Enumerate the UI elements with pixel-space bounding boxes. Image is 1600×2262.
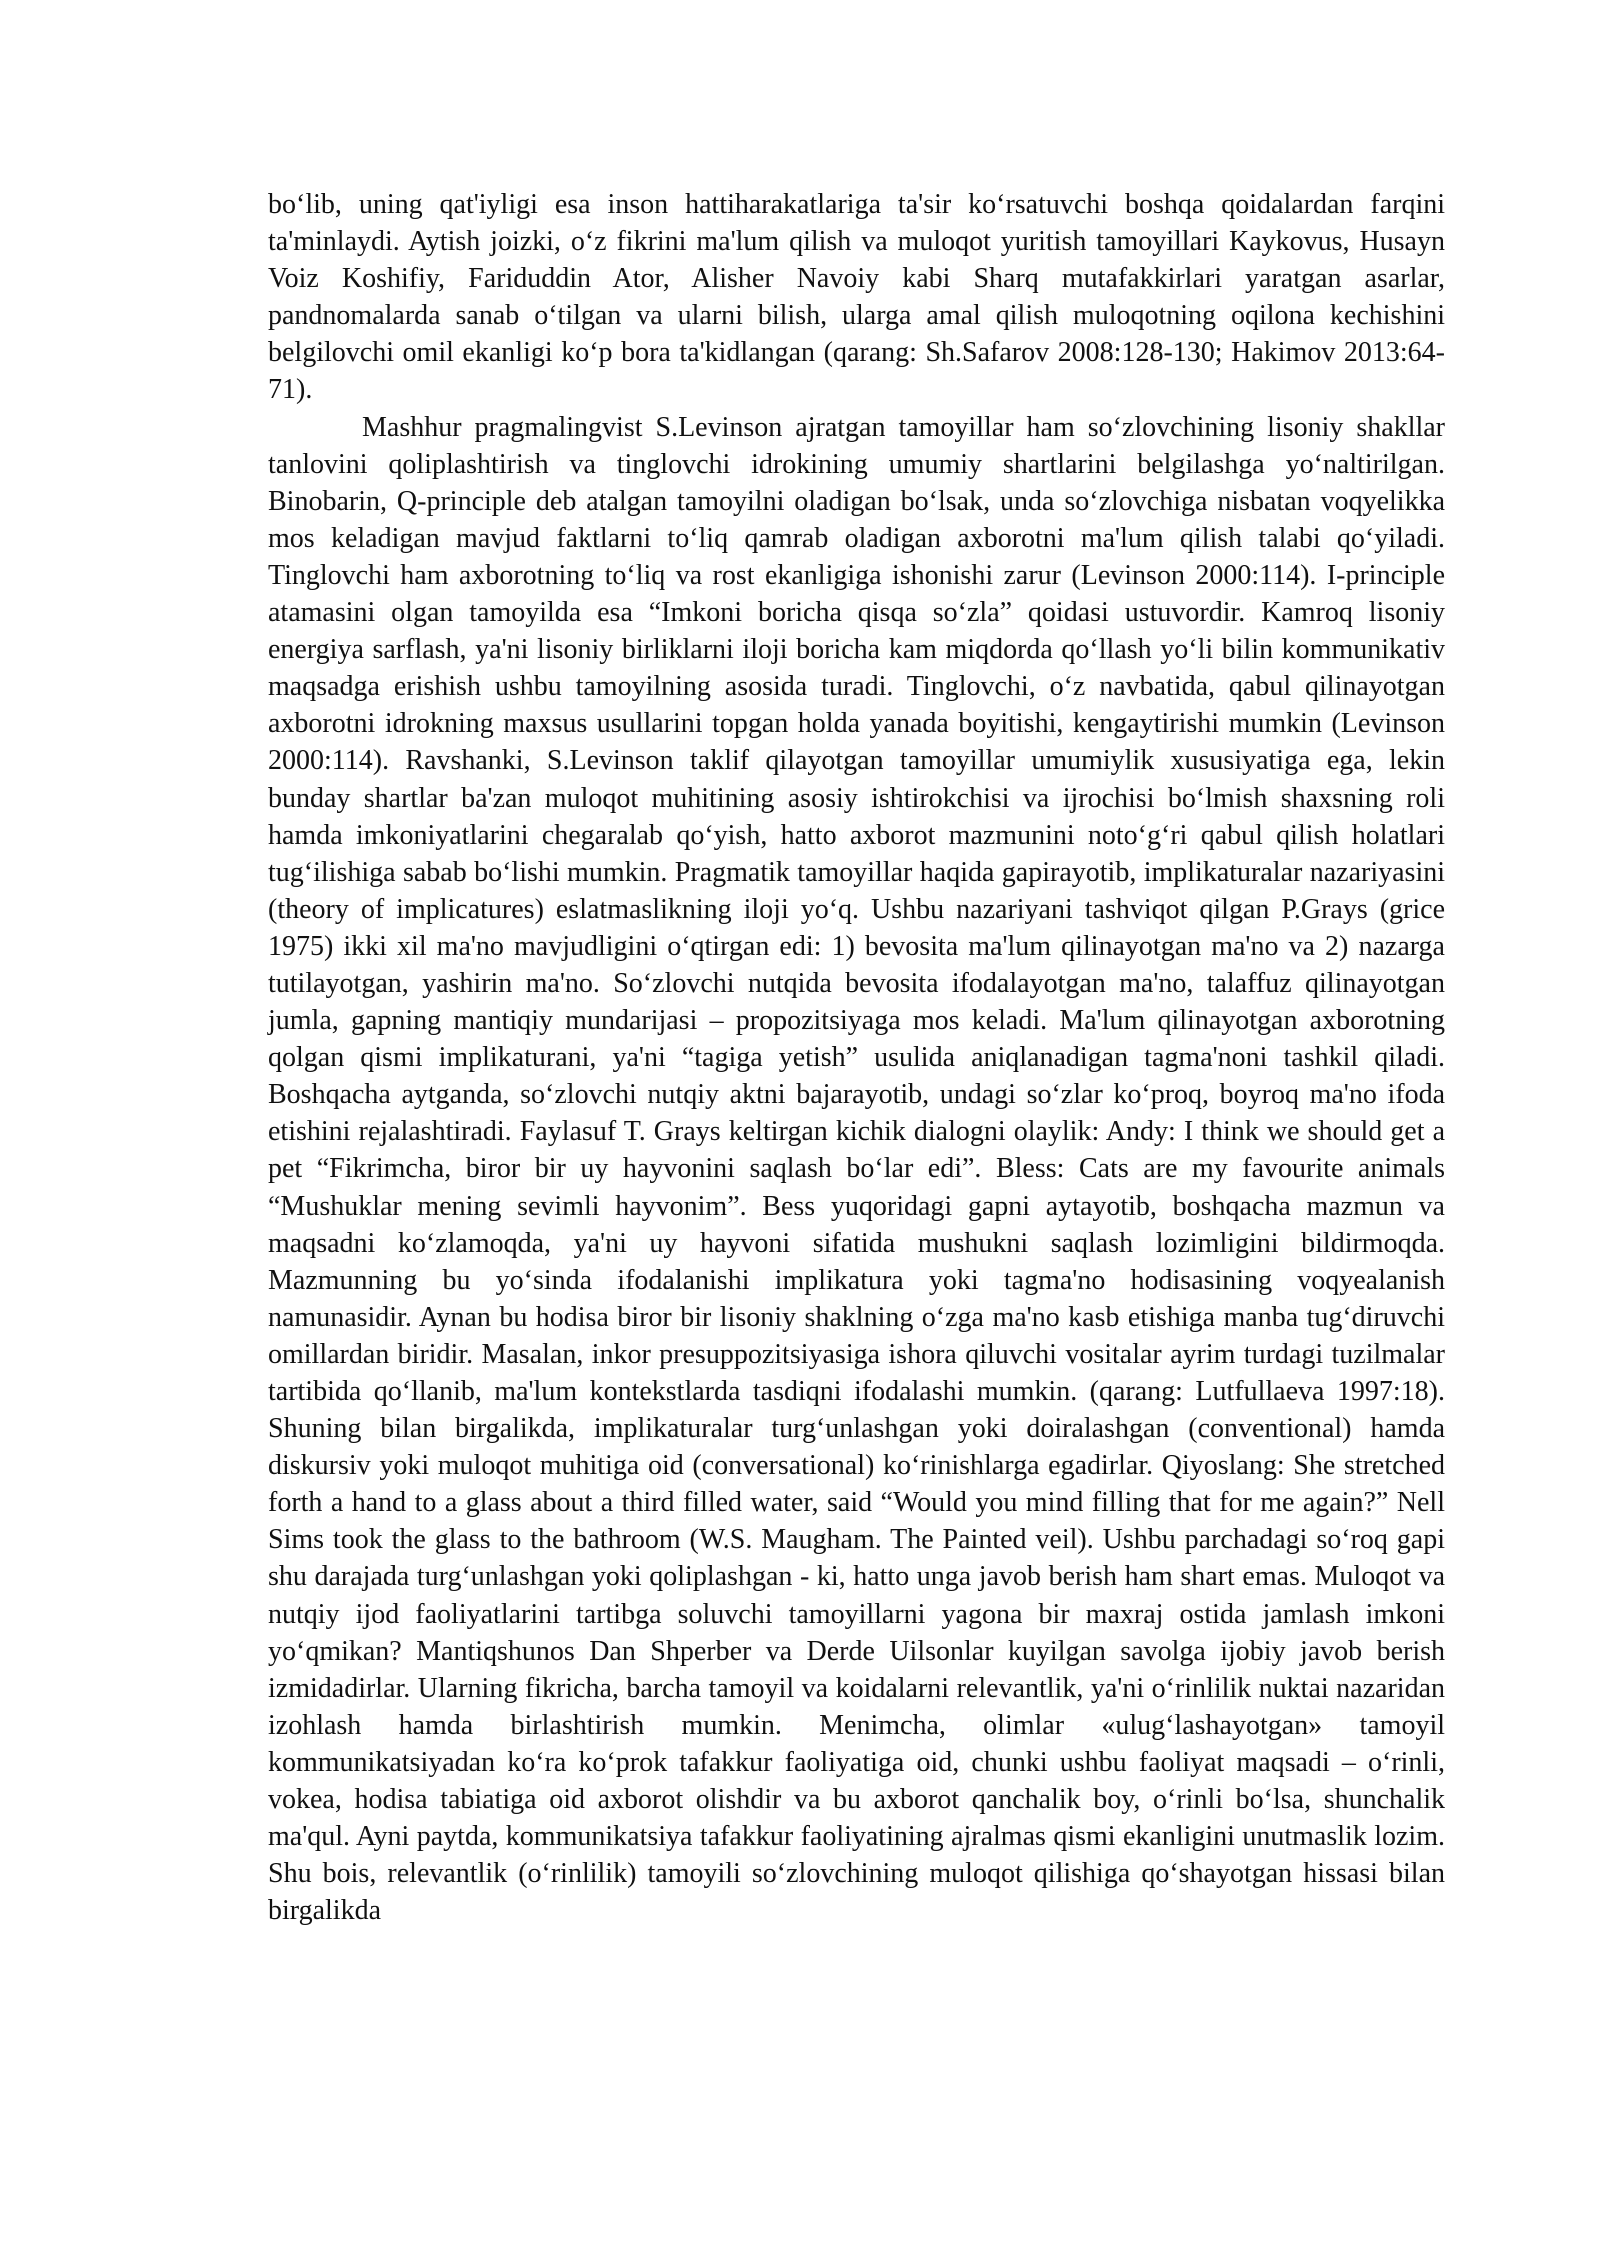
document-body — [268, 186, 1445, 1929]
paragraph-levinson-principles: Mashhur pragmalingvist S.Levinson ajratgan tamoyillar ham so‘zlovchining lisoniy shakllar tanlovini qoliplashtirish va tinglovchi idrokining umumiy shartlarini belgilashga yo‘naltirilgan. Binobarin, Q-principle deb atalgan tamoyilni oladigan bo‘lsak, unda so‘zlovchiga nisbatan voqyelikka mos keladigan mavjud faktlarni to‘liq qamrab oladigan axborotni ma'lum qilish talabi qo‘yiladi. Tinglovchi ham axborotning to‘liq va rost ekanligiga ishonishi zarur (Levinson 2000:114). I-principle atamasini olgan tamoyilda esa “Imkoni boricha qisqa so‘zla” qoidasi ustuvordir. Kamroq lisoniy energiya sarflash, ya'ni lisoniy birliklarni iloji boricha kam miqdorda qo‘llash yo‘li bilin kommunikativ maqsadga erishish ushbu tamoyilning asosida turadi. Tinglovchi, o‘z navbatida, qabul qilinayotgan axborotni idrokning maxsus usullarini topgan holda yanada boyitishi, kengaytirishi mumkin (Levinson 2000:114). Ravshanki, S.Levinson taklif qilayotgan tamoyillar umumiylik xususiyatiga ega, lekin bunday shartlar ba'zan muloqot muhitining asosiy ishtirokchisi va ijrochisi bo‘lmish shaxsning roli hamda imkoniyatlarini chegaralab qo‘yish, hatto axborot mazmunini noto‘g‘ri qabul qilish holatlari tug‘ilishiga sabab bo‘lishi mumkin. Pragmatik tamoyillar haqida gapirayotib, implikaturalar nazariyasini (theory of implicatures) eslatmaslikning iloji yo‘q. Ushbu nazariyani tashviqot qilgan P.Grays (grice 1975) ikki xil ma'no mavjudligini o‘qtirgan edi: 1) bevosita ma'lum qilinayotgan ma'no va 2) nazarga tutilayotgan, yashirin ma'no. So‘zlovchi nutqida bevosita ifodalayotgan ma'no, talaffuz qilinayotgan jumla, gapning mantiqiy mundarijasi – propozitsiyaga mos keladi. Ma'lum qilinayotgan axborotning qolgan qismi implikaturani, ya'ni “tagiga yetish” usulida aniqlanadigan tagma'noni tashkil qiladi. Boshqacha aytganda, so‘zlovchi nutqiy aktni bajarayotib, undagi so‘zlar ko‘proq, boyroq ma'no ifoda etishini rejalashtiradi. Faylasuf T. Grays keltirgan kichik dialogni olaylik: Andy: I think we should get a pet “Fikrimcha, biror bir uy hayvonini saqlash bo‘lar edi”. Bless: Cats are my favourite animals “Mushuklar mening sevimli hayvonim”. Bess yuqoridagi gapni aytayotib, boshqacha mazmun va maqsadni ko‘zlamoqda, ya'ni uy hayvoni sifatida mushukni saqlash lozimligini bildirmoqda. Mazmunning bu yo‘sinda ifodalanishi implikatura yoki tagma'no hodisasining voqyealanish namunasidir. Aynan bu hodisa biror bir lisoniy shaklning o‘zga ma'no kasb etishiga manba tug‘diruvchi omillardan biridir. Masalan, inkor presuppozitsiyasiga ishora qiluvchi vositalar ayrim turdagi tuzilmalar tartibida qo‘llanib, ma'lum kontekstlarda tasdiqni ifodalashi mumkin. (qarang: Lutfullaeva 1997:18). Shuning bilan birgalikda, implikaturalar turg‘unlashgan yoki doiralashgan (conventional) hamda diskursiv yoki muloqot muhitiga oid (conversational) ko‘rinishlarga egadirlar. Qiyoslang: She stretched forth a hand to a glass about a third filled water, said “Would you mind filling that for me again?” Nell Sims took the glass to the bathroom (W.S. Maugham. The Painted veil). Ushbu parchadagi so‘roq gapi shu darajada turg‘unlashgan yoki qoliplashgan - ki, hatto unga javob berish ham shart emas. Muloqot va nutqiy ijod faoliyatlarini tartibga soluvchi tamoyillarni yagona bir maxraj ostida jamlash imkoni yo‘qmikan? Mantiqshunos Dan Shperber va Derde Uilsonlar kuyilgan savolga ijobiy javob berish izmidadirlar. Ularning fikricha, barcha tamoyil va koidalarni relevantlik, ya'ni o‘rinlilik nuktai nazaridan izohlash hamda birlashtirish mumkin. Menimcha, olimlar «ulug‘lashayotgan» tamoyil kommunikatsiyadan ko‘ra ko‘prok tafakkur faoliyatiga oid, chunki ushbu faoliyat maqsadi – o‘rinli, vokea, hodisa tabiatiga oid axborot olishdir va bu axborot qanchalik boy, o‘rinli bo‘lsa, shunchalik ma'qul. Ayni paytda, kommunikatsiya tafakkur faoliyatining ajralmas qismi ekanligini unutmaslik lozim. Shu bois, relevantlik (o‘rinlilik) tamoyili so‘zlovchining muloqot qilishiga qo‘shayotgan hissasi bilan birgalikda — [268, 411, 1445, 1927]
paragraph-continued: bo‘lib, uning qat'iyligi esa inson hattiharakatlariga ta'sir ko‘rsatuvchi boshqa qoidalardan farqini ta'minlaydi. Aytish joizki, o‘z fikrini ma'lum qilish va muloqot yuritish tamoyillari Kaykovus, Husayn Voiz Koshifiy, Fariduddin Ator, Alisher Navoiy kabi Sharq mutafakkirlari yaratgan asarlar, pandnomalarda sanab o‘tilgan va ularni bilish, ularga amal qilish muloqotning oqilona kechishini belgilovchi omil ekanligi ko‘p bora ta'kidlangan (qarang: Sh.Safarov 2008:128-130; Hakimov 2013:64-71). — [268, 189, 1445, 406]
